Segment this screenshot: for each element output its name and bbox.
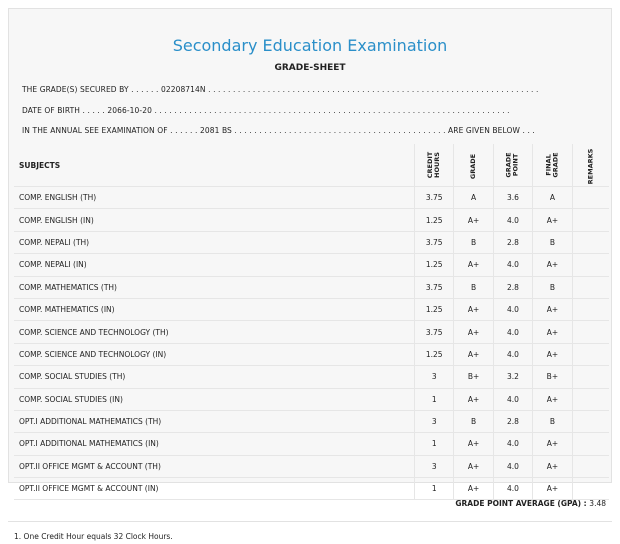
table-row xyxy=(14,343,609,365)
remarks-cell xyxy=(572,366,609,388)
subject-cell: COMP. SCIENCE AND TECHNOLOGY (TH) xyxy=(14,321,415,343)
table-row xyxy=(14,366,609,388)
final-grade-cell: A+ xyxy=(533,343,572,365)
table-row xyxy=(14,231,609,253)
credit-hours-cell: 1.25 xyxy=(415,343,454,365)
final-grade-cell: A+ xyxy=(533,455,572,477)
grade-point-cell: 3.6 xyxy=(493,187,532,209)
symbol-number: 02208714N xyxy=(160,85,206,94)
grade-point-cell: 4.0 xyxy=(493,388,532,410)
grade-cell: A+ xyxy=(454,433,493,455)
subject-cell: COMP. ENGLISH (TH) xyxy=(14,187,415,209)
final-grade-cell: A+ xyxy=(533,209,572,231)
credit-hours-cell: 3.75 xyxy=(415,187,454,209)
subject-cell: OPT.I ADDITIONAL MATHEMATICS (TH) xyxy=(14,410,415,432)
remarks-cell xyxy=(572,231,609,253)
dot-leader: . . . . . . . . . . . . . . . . . . . . . . . . . . . . . . . . . . . . . . . . . . . xyxy=(234,126,446,135)
grade-point-cell: 4.0 xyxy=(493,254,532,276)
col-grade: GRADE xyxy=(454,144,493,187)
table-row xyxy=(14,254,609,276)
info-date-of-birth xyxy=(22,106,510,115)
table-row xyxy=(14,187,609,209)
secured-label: THE GRADE(S) SECURED BY . . . . . . xyxy=(22,85,159,94)
remarks-cell xyxy=(572,321,609,343)
remarks-cell xyxy=(572,343,609,365)
grade-cell: A xyxy=(454,187,493,209)
remarks-cell xyxy=(572,433,609,455)
grade-point-cell: 2.8 xyxy=(493,231,532,253)
col-grade-point: GRADE POINT xyxy=(493,144,532,187)
subject-cell: COMP. NEPALI (TH) xyxy=(14,231,415,253)
grade-point-cell: 4.0 xyxy=(493,298,532,320)
col-remarks: REMARKS xyxy=(572,144,609,187)
remarks-cell xyxy=(572,455,609,477)
final-grade-cell: A+ xyxy=(533,478,572,500)
final-grade-cell: A+ xyxy=(533,298,572,320)
credit-hours-cell: 1.25 xyxy=(415,209,454,231)
grade-point-cell: 4.0 xyxy=(493,433,532,455)
grade-point-cell: 4.0 xyxy=(493,478,532,500)
final-grade-cell: A xyxy=(533,187,572,209)
exam-year: 2081 BS xyxy=(199,126,232,135)
gpa-value: 3.48 xyxy=(589,499,606,508)
final-grade-cell: A+ xyxy=(533,254,572,276)
subject-cell: COMP. MATHEMATICS (TH) xyxy=(14,276,415,298)
table-row xyxy=(14,478,609,500)
subject-cell: COMP. MATHEMATICS (IN) xyxy=(14,298,415,320)
grade-point-cell: 4.0 xyxy=(493,455,532,477)
subject-cell: OPT.II OFFICE MGMT & ACCOUNT (IN) xyxy=(14,478,415,500)
grade-cell: A+ xyxy=(454,388,493,410)
final-grade-cell: B+ xyxy=(533,366,572,388)
remarks-cell xyxy=(572,209,609,231)
final-grade-cell: A+ xyxy=(533,321,572,343)
table-row xyxy=(14,209,609,231)
col-subjects: SUBJECTS xyxy=(14,144,415,187)
table-row xyxy=(14,321,609,343)
page-title: Secondary Education Examination xyxy=(172,36,448,55)
subject-cell: COMP. NEPALI (IN) xyxy=(14,254,415,276)
table-row xyxy=(14,388,609,410)
grade-cell: A+ xyxy=(454,343,493,365)
final-grade-cell: A+ xyxy=(533,388,572,410)
exam-label: IN THE ANNUAL SEE EXAMINATION OF . . . . . . xyxy=(22,126,198,135)
grade-cell: B+ xyxy=(454,366,493,388)
grades-table xyxy=(14,144,609,500)
credit-hours-cell: 1.25 xyxy=(415,298,454,320)
grade-point-cell: 4.0 xyxy=(493,343,532,365)
credit-hours-cell: 3 xyxy=(415,410,454,432)
grade-cell: A+ xyxy=(454,209,493,231)
table-row xyxy=(14,298,609,320)
remarks-cell xyxy=(572,298,609,320)
subject-cell: OPT.II OFFICE MGMT & ACCOUNT (TH) xyxy=(14,455,415,477)
remarks-cell xyxy=(572,388,609,410)
exam-suffix: ARE GIVEN BELOW . . . xyxy=(448,126,535,135)
credit-hours-cell: 1 xyxy=(415,388,454,410)
info-exam xyxy=(22,126,535,135)
grade-point-cell: 2.8 xyxy=(493,276,532,298)
grade-cell: B xyxy=(454,231,493,253)
grade-point-cell: 3.2 xyxy=(493,366,532,388)
credit-hours-cell: 3.75 xyxy=(415,321,454,343)
table-row xyxy=(14,276,609,298)
credit-hours-cell: 3.75 xyxy=(415,276,454,298)
col-credit-hours: CREDIT HOURS xyxy=(415,144,454,187)
remarks-cell xyxy=(572,254,609,276)
remarks-cell xyxy=(572,478,609,500)
grade-point-cell: 4.0 xyxy=(493,209,532,231)
dot-leader: . . . . . . . . . . . . . . . . . . . . . . . . . . . . . . . . . . . . . . . . . . . . . . . . . . . . . . . . . . . . . . . . . . . . . . . . xyxy=(154,106,510,115)
dot-leader: . . . . . . . . . . . . . . . . . . . . . . . . . . . . . . . . . . . . . . . . . . . . . . . . . . . . . . . . . . . . . . . . . . . xyxy=(208,85,539,94)
final-grade-cell: B xyxy=(533,276,572,298)
final-grade-cell: B xyxy=(533,231,572,253)
grade-cell: A+ xyxy=(454,298,493,320)
table-row xyxy=(14,410,609,432)
info-secured-by xyxy=(22,85,539,94)
footnote: 1. One Credit Hour equals 32 Clock Hours. xyxy=(14,532,173,541)
remarks-cell xyxy=(572,410,609,432)
final-grade-cell: B xyxy=(533,410,572,432)
remarks-cell xyxy=(572,276,609,298)
grade-cell: A+ xyxy=(454,455,493,477)
subject-cell: COMP. SOCIAL STUDIES (IN) xyxy=(14,388,415,410)
divider xyxy=(8,521,612,522)
page-subtitle: GRADE-SHEET xyxy=(274,63,346,73)
credit-hours-cell: 1 xyxy=(415,433,454,455)
grade-cell: B xyxy=(454,276,493,298)
subject-cell: COMP. SOCIAL STUDIES (TH) xyxy=(14,366,415,388)
grade-point-cell: 4.0 xyxy=(493,321,532,343)
dob-value: 2066-10-20 xyxy=(107,106,152,115)
gpa-label: GRADE POINT AVERAGE (GPA) : xyxy=(455,499,587,508)
credit-hours-cell: 1.25 xyxy=(415,254,454,276)
credit-hours-cell: 1 xyxy=(415,478,454,500)
final-grade-cell: A+ xyxy=(533,433,572,455)
table-row xyxy=(14,455,609,477)
remarks-cell xyxy=(572,187,609,209)
grade-cell: A+ xyxy=(454,321,493,343)
grade-cell: A+ xyxy=(454,254,493,276)
credit-hours-cell: 3.75 xyxy=(415,231,454,253)
grade-cell: B xyxy=(454,410,493,432)
subject-cell: OPT.I ADDITIONAL MATHEMATICS (IN) xyxy=(14,433,415,455)
col-final-grade: FINAL GRADE xyxy=(533,144,572,187)
grade-point-cell: 2.8 xyxy=(493,410,532,432)
dob-label: DATE OF BIRTH . . . . . xyxy=(22,106,105,115)
credit-hours-cell: 3 xyxy=(415,455,454,477)
subject-cell: COMP. SCIENCE AND TECHNOLOGY (IN) xyxy=(14,343,415,365)
grade-cell: A+ xyxy=(454,478,493,500)
credit-hours-cell: 3 xyxy=(415,366,454,388)
subject-cell: COMP. ENGLISH (IN) xyxy=(14,209,415,231)
table-row xyxy=(14,433,609,455)
table-header-row xyxy=(14,144,609,187)
gpa-summary xyxy=(455,499,606,508)
